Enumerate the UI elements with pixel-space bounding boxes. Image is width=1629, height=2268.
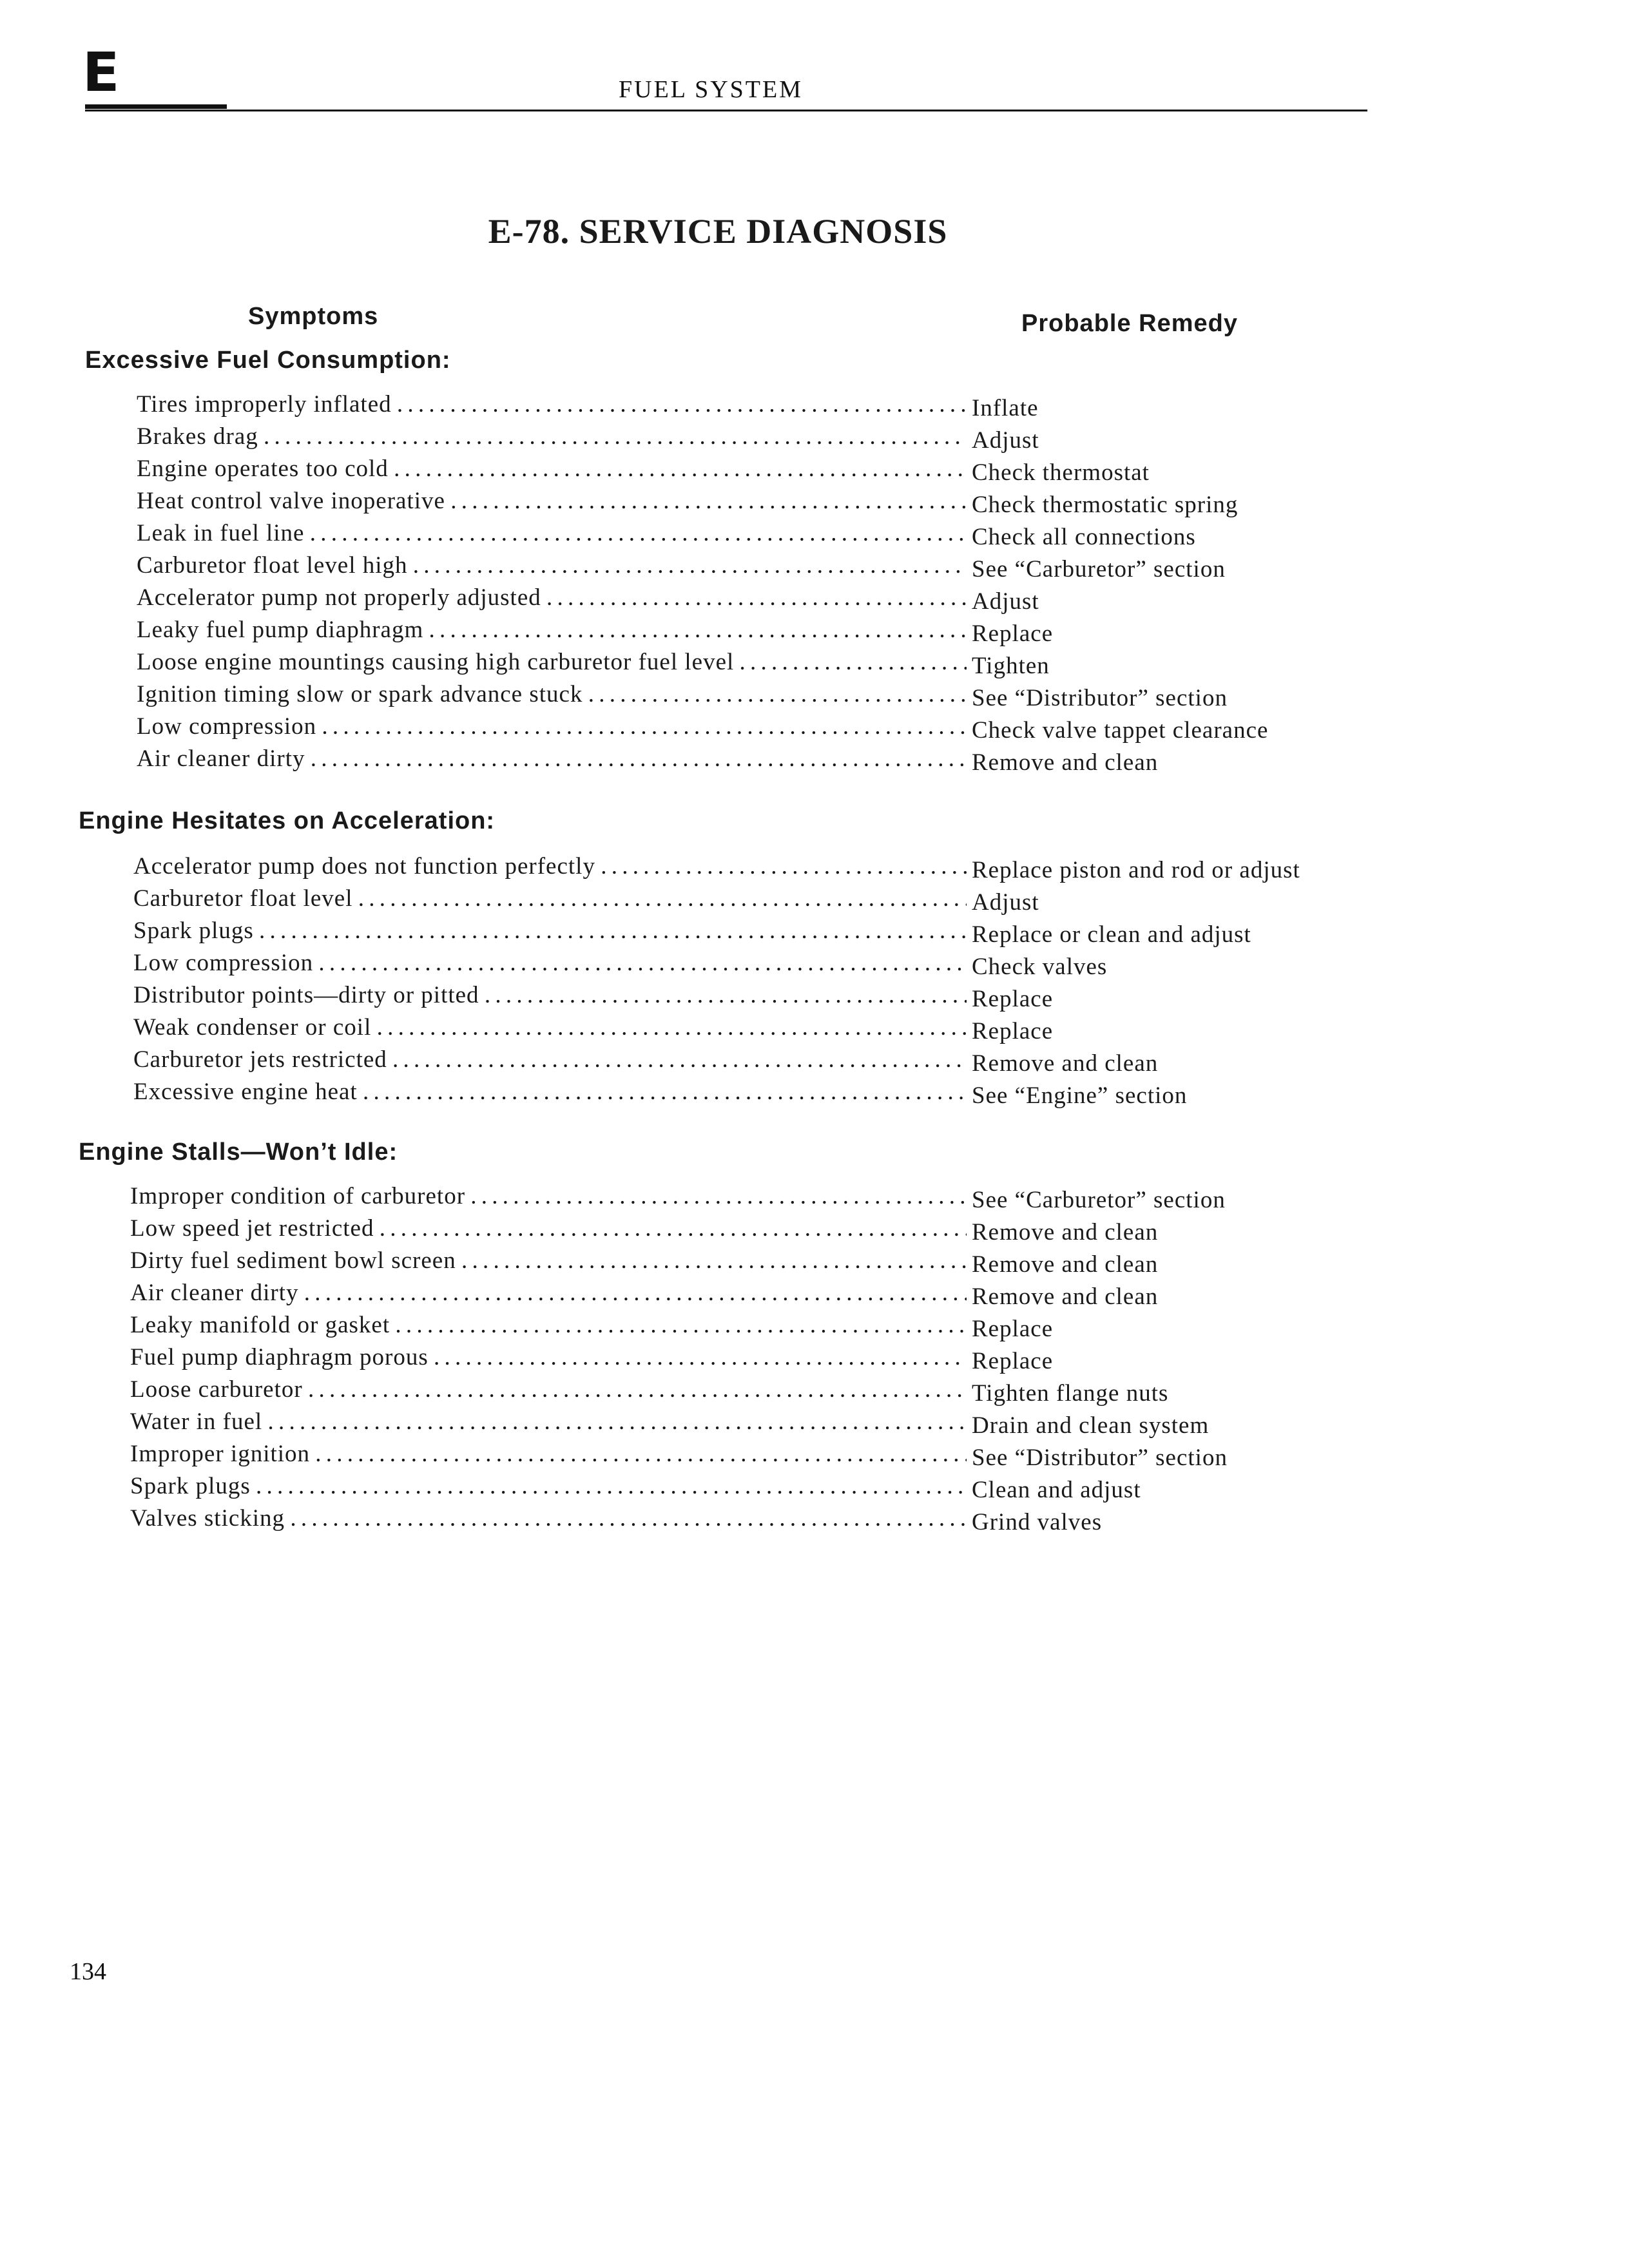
remedy-text: See “Distributor” section	[972, 685, 1228, 711]
symptom-text: Low compression . . .	[133, 949, 967, 977]
diagnosis-row	[137, 552, 1418, 584]
symptom-text: Valves sticking . . .	[130, 1504, 967, 1532]
diagnosis-row	[130, 1343, 1418, 1376]
symptom-text: Low speed jet restricted . . .	[130, 1215, 967, 1242]
diagnosis-row	[130, 1440, 1418, 1472]
diagnosis-row	[137, 390, 1418, 423]
remedy-text: Replace	[972, 1348, 1054, 1374]
remedy-text: See “Carburetor” section	[972, 556, 1226, 582]
remedy-text: Grind valves	[972, 1509, 1103, 1535]
remedy-text: Check thermostat	[972, 459, 1150, 486]
remedy-text: Remove and clean	[972, 1219, 1159, 1245]
symptom-text: Spark plugs . . .	[133, 917, 967, 945]
diagnosis-row	[133, 1046, 1418, 1078]
remedy-text: Adjust	[972, 588, 1039, 615]
symptom-text: Leak in fuel line . . .	[137, 519, 967, 547]
remedy-text: Check valves	[972, 954, 1108, 980]
diagnosis-row	[133, 949, 1418, 981]
diagnosis-row	[137, 584, 1418, 616]
remedy-text: Inflate	[972, 395, 1039, 421]
diagnosis-row	[130, 1311, 1418, 1343]
remedy-text: Tighten flange nuts	[972, 1380, 1169, 1407]
group-heading: Engine Hesitates on Acceleration:	[79, 807, 496, 834]
remedy-text: Clean and adjust	[972, 1477, 1141, 1503]
symptom-text: Ignition timing slow or spark advance stuck . . .	[137, 680, 967, 708]
symptom-text: Carburetor jets restricted . . .	[133, 1046, 967, 1073]
remedy-text: See “Carburetor” section	[972, 1187, 1226, 1213]
symptom-text: Weak condenser or coil . . .	[133, 1014, 967, 1041]
remedy-text: Remove and clean	[972, 1283, 1159, 1310]
diagnosis-row	[133, 885, 1418, 917]
remedy-text: Replace piston and rod or adjust	[972, 857, 1300, 883]
remedy-text: Replace or clean and adjust	[972, 921, 1251, 948]
diagnosis-row	[133, 917, 1418, 949]
symptom-text: Carburetor float level high . . .	[137, 552, 967, 579]
diagnosis-row	[137, 423, 1418, 455]
remedy-text: Check valve tappet clearance	[972, 717, 1269, 744]
remedy-text: Adjust	[972, 427, 1039, 454]
remedy-text: Check thermostatic spring	[972, 492, 1239, 518]
remedy-text: Adjust	[972, 889, 1039, 916]
symptom-text: Excessive engine heat . . .	[133, 1078, 967, 1106]
remedy-text: See “Engine” section	[972, 1082, 1188, 1109]
symptom-text: Improper ignition . . .	[130, 1440, 967, 1468]
symptom-text: Fuel pump diaphragm porous . . .	[130, 1343, 967, 1371]
remedy-text: Drain and clean system	[972, 1412, 1210, 1439]
remedy-column-heading: Probable Remedy	[1021, 310, 1238, 337]
remedy-text: Replace	[972, 1316, 1054, 1342]
symptom-text: Loose carburetor . . .	[130, 1376, 967, 1403]
symptom-text: Air cleaner dirty . . .	[130, 1279, 967, 1307]
symptom-text: Dirty fuel sediment bowl screen . . .	[130, 1247, 967, 1274]
diagnosis-row	[133, 981, 1418, 1014]
symptom-text: Engine operates too cold . . .	[137, 455, 967, 483]
group-heading: Excessive Fuel Consumption:	[85, 347, 451, 374]
page-title: E-78. SERVICE DIAGNOSIS	[488, 212, 948, 251]
diagnosis-row	[130, 1247, 1418, 1279]
diagnosis-row	[137, 680, 1418, 713]
symptom-text: Low compression . . .	[137, 713, 967, 740]
diagnosis-row	[133, 1078, 1418, 1110]
remedy-text: Replace	[972, 1018, 1054, 1044]
diagnosis-row	[137, 648, 1418, 680]
symptoms-column-heading: Symptoms	[248, 303, 379, 330]
section-letter: E	[82, 41, 120, 104]
running-head: FUEL SYSTEM	[619, 76, 804, 103]
symptom-text: Accelerator pump does not function perfectly . . .	[133, 852, 967, 880]
remedy-text: Check all connections	[972, 524, 1196, 550]
symptom-text: Spark plugs . . .	[130, 1472, 967, 1500]
page-number: 134	[70, 1958, 106, 1985]
header-rule-thick	[85, 104, 227, 109]
diagnosis-row	[137, 713, 1418, 745]
header-rule	[85, 110, 1367, 111]
symptom-text: Distributor points—dirty or pitted . . .	[133, 981, 967, 1009]
symptom-text: Loose engine mountings causing high carburetor fuel level . . .	[137, 648, 967, 676]
diagnosis-row	[130, 1408, 1418, 1440]
symptom-text: Heat control valve inoperative . . .	[137, 487, 967, 515]
symptom-text: Air cleaner dirty . . .	[137, 745, 967, 773]
remedy-text: Remove and clean	[972, 1251, 1159, 1278]
diagnosis-row	[137, 616, 1418, 648]
remedy-text: See “Distributor” section	[972, 1445, 1228, 1471]
remedy-text: Remove and clean	[972, 1050, 1159, 1077]
diagnosis-row	[137, 455, 1418, 487]
symptom-text: Water in fuel . . .	[130, 1408, 967, 1436]
symptom-text: Carburetor float level . . .	[133, 885, 967, 912]
symptom-text: Brakes drag . . .	[137, 423, 967, 450]
diagnosis-row	[137, 745, 1418, 777]
diagnosis-row	[130, 1504, 1418, 1537]
symptom-text: Leaky fuel pump diaphragm . . .	[137, 616, 967, 644]
diagnosis-row	[130, 1376, 1418, 1408]
remedy-text: Tighten	[972, 653, 1050, 679]
symptom-text: Accelerator pump not properly adjusted . . .	[137, 584, 967, 611]
diagnosis-row	[130, 1279, 1418, 1311]
symptom-text: Leaky manifold or gasket . . .	[130, 1311, 967, 1339]
diagnosis-row	[133, 852, 1418, 885]
remedy-text: Replace	[972, 986, 1054, 1012]
diagnosis-row	[130, 1215, 1418, 1247]
diagnosis-row	[137, 519, 1418, 552]
diagnosis-row	[133, 1014, 1418, 1046]
remedy-text: Remove and clean	[972, 749, 1159, 776]
group-heading: Engine Stalls—Won’t Idle:	[79, 1139, 398, 1166]
diagnosis-row	[137, 487, 1418, 519]
symptom-text: Improper condition of carburetor . . .	[130, 1182, 967, 1210]
diagnosis-row	[130, 1182, 1418, 1215]
diagnosis-row	[130, 1472, 1418, 1504]
symptom-text: Tires improperly inflated . . .	[137, 390, 967, 418]
remedy-text: Replace	[972, 620, 1054, 647]
